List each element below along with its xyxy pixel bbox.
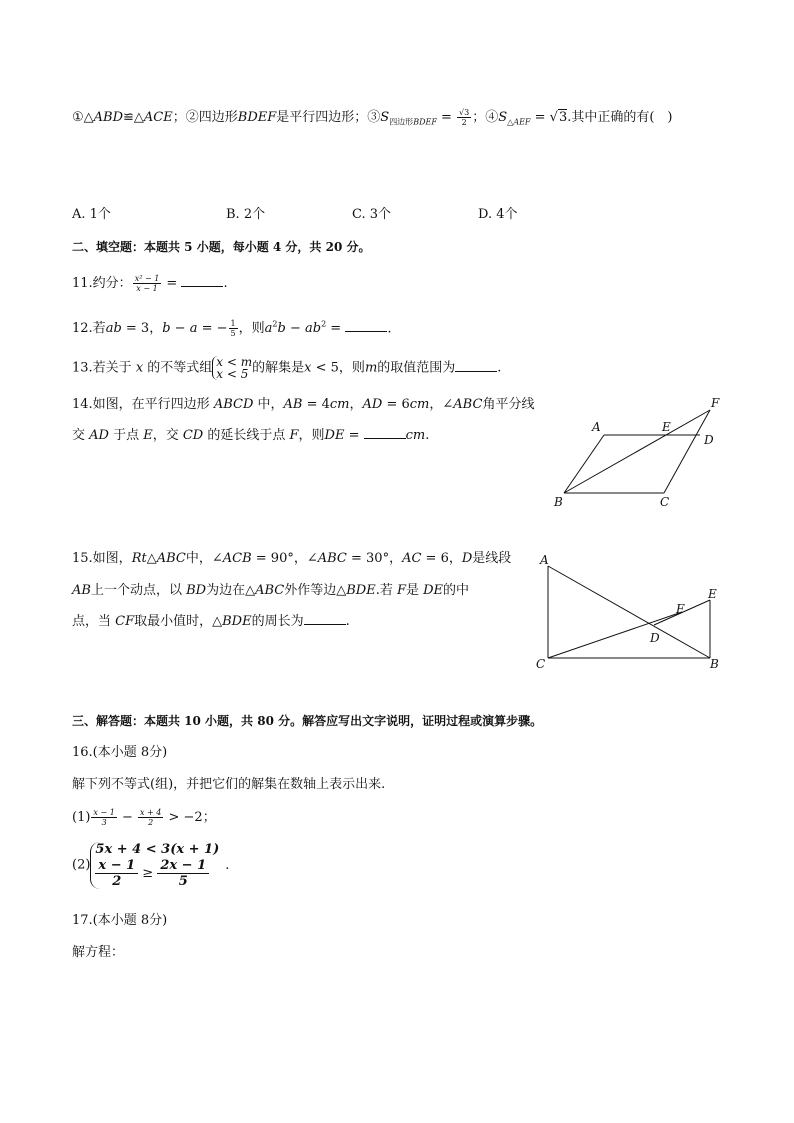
q14-label-b: B (554, 495, 563, 509)
q14-answer-blank (364, 426, 406, 439)
q16-part-1-fraction-1 (91, 808, 116, 827)
q11-prefix: 11.约分： (72, 276, 132, 291)
q13-middle: 的解集是x < 5，则m的取值范围为 (252, 360, 456, 376)
q15-line-3-text: 点，当 CF取最小值时，△BDE的周长为 (72, 614, 304, 629)
q14-bisector-bf (564, 410, 710, 493)
q11-answer-blank (181, 274, 223, 287)
q13-end: . (497, 360, 502, 376)
q15-end: . (345, 614, 350, 629)
q14-parallelogram-figure (548, 392, 728, 514)
q14-line-1: 14.如图，在平行四边形 ABCD 中，AB = 4cm，AD = 6cm，∠ABC角平分线 (72, 397, 535, 412)
q15-line-3 (72, 612, 350, 631)
q11-denominator: x − 1 (136, 284, 158, 293)
q16-p2-row-2 (95, 858, 219, 889)
q15-answer-blank (304, 612, 346, 625)
q15-label-e: E (708, 587, 717, 601)
q14-line-2-text: 交 AD 于点 E，交 CD 的延长线于点 F，则DE = (72, 428, 364, 443)
q11-numerator: x² − 1 (134, 274, 160, 283)
q16-part-2-system (90, 842, 219, 889)
q16-p1-end: > −2； (164, 810, 216, 825)
q16-part-2 (72, 842, 229, 889)
q10-option-c: C. 3个 (352, 207, 392, 222)
q16-part-1-label: (1) (72, 810, 91, 825)
q11 (72, 274, 228, 293)
q16-p1-minus: − (117, 810, 137, 825)
q14-label-f: F (711, 396, 720, 410)
q16-p2-row-1: 5x + 4 < 3(x + 1) (95, 842, 220, 857)
q12-end: . (387, 321, 392, 337)
q11-equals: = (162, 276, 182, 291)
q13-answer-blank (455, 359, 497, 372)
q14-segment-ab (564, 435, 604, 493)
q10-option-a: A. 1个 (72, 207, 111, 222)
q13-system-row-2: x < 5 (216, 367, 249, 381)
q11-fraction (133, 274, 162, 293)
q15-line-1: 15.如图，Rt△ABC中，∠ACB = 90°，∠ABC = 30°，AC = 6，D是线段 (72, 551, 512, 566)
q12-answer-blank (345, 319, 387, 332)
q16-p2-end: . (225, 857, 230, 873)
q16-instruction: 解下列不等式(组)，并把它们的解集在数轴上表示出来. (72, 777, 386, 792)
q15-line-2: AB上一个动点，以 BD为边在△ABC外作等边△BDE.若 F是 DE的中 (72, 583, 470, 598)
q16-p2-f2-numerator: 2x − 1 (157, 858, 209, 874)
q16-p1-f2-denominator: 2 (148, 818, 154, 827)
q11-end: . (223, 276, 228, 291)
q14-unit: cm. (405, 428, 430, 443)
section-2-heading: 二、填空题：本题共 5 小题，每小题 4 分，共 20 分。 (72, 240, 371, 254)
q16-p2-fraction-1 (95, 858, 138, 889)
q10-option-d: D. 4个 (478, 207, 518, 222)
q16-p2-f2-denominator: 5 (178, 874, 188, 889)
q15-label-b: B (710, 657, 719, 671)
q14-label-c: C (660, 495, 670, 509)
q15-label-a: A (540, 553, 549, 567)
q14-line-2 (72, 426, 429, 445)
q13-inequality-system (212, 356, 252, 380)
q13-system-row-1: x < m (216, 355, 253, 369)
q16-p1-f2-numerator: x + 4 (139, 808, 162, 817)
q16-p2-f1-numerator: x − 1 (95, 858, 138, 874)
q14-label-d: D (704, 433, 714, 447)
q14-label-e: E (662, 420, 671, 434)
q16-p2-f1-denominator: 2 (112, 874, 122, 889)
q15-label-c: C (536, 657, 546, 671)
q15-label-d: D (650, 631, 660, 645)
q16-p1-f1-numerator: x − 1 (93, 808, 115, 817)
q13-prefix: 13.若关于 x 的不等式组 (72, 360, 213, 376)
q16-part-1 (72, 808, 216, 827)
q17-title: 17.(本小题 8分) (72, 913, 168, 928)
q10-option-b: B. 2个 (226, 207, 266, 222)
q13 (72, 356, 501, 380)
q12 (72, 316, 391, 338)
q16-p2-geq: ≥ (138, 866, 158, 881)
q14-label-a: A (592, 420, 601, 434)
q10-statement: ①△ABD≌△ACE；②四边形BDEF是平行四边形；$③S_{四边形BDEF}$ = $\frac{√3}{2}$ ；$④S_{\triangle AEF} = √3$.其中正确的有( ) (72, 108, 673, 127)
q14-segment-cf (664, 410, 710, 493)
q16-p1-f1-denominator: 3 (101, 818, 107, 827)
section-3-heading: 三、解答题：本题共 10 小题，共 80 分。解答应写出文字说明，证明过程或演算步骤。 (72, 714, 543, 728)
q15-segment-ab (548, 566, 710, 658)
q17-instruction: 解方程： (72, 945, 125, 960)
q16-title: 16.(本小题 8分) (72, 745, 168, 760)
q12-text: 12.若ab = 3，b − a = − $\frac{1}{5}$ ，则$a^2b - ab^2$ = (72, 319, 346, 339)
q15-segment-cf (548, 612, 682, 658)
q16-part-2-label: (2) (72, 857, 91, 873)
q16-p2-fraction-2 (157, 858, 209, 889)
q15-label-f: F (676, 602, 685, 616)
q16-part-1-fraction-2 (138, 808, 163, 827)
q15-triangle-figure (532, 548, 732, 674)
